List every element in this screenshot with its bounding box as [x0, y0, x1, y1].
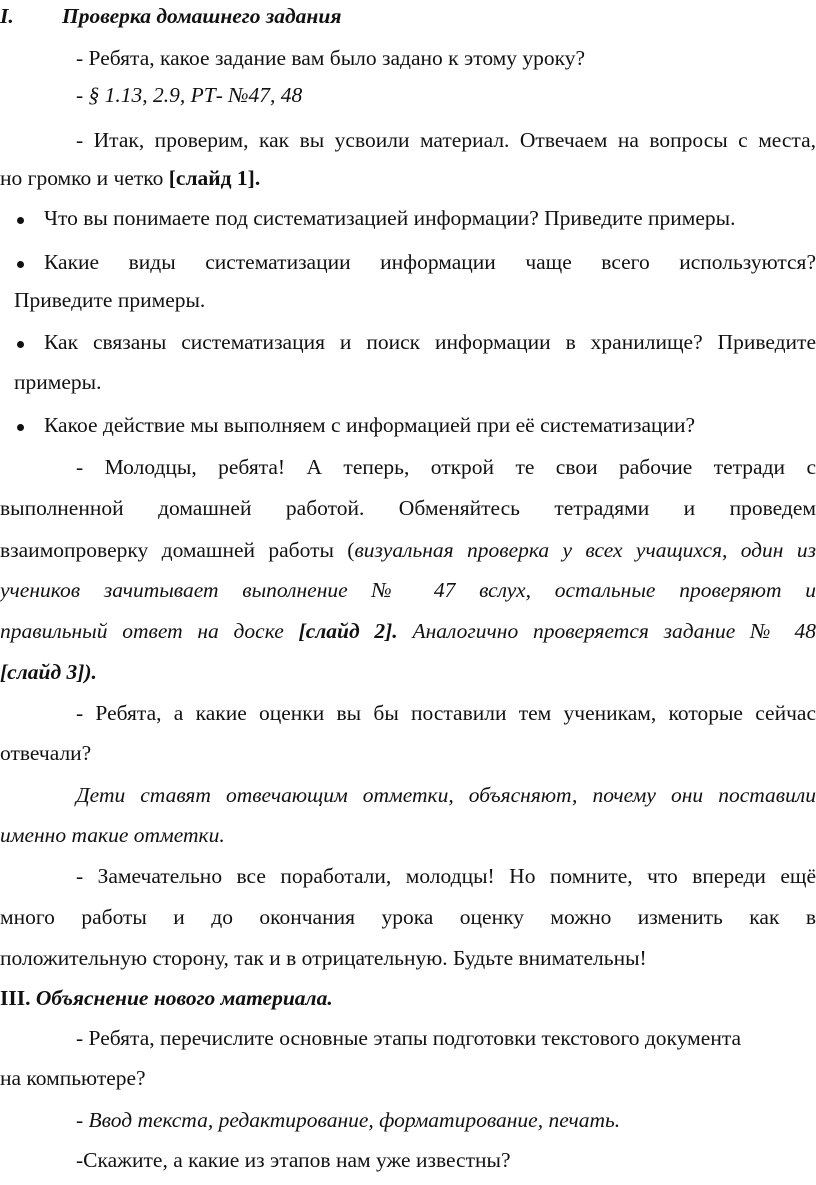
list-item-continuation: примеры. [14, 370, 102, 394]
list-item: Какое действие мы выполняем с информацией при её систематизации? [14, 405, 816, 445]
paragraph: -Скажите, а какие из этапов нам уже известны? [76, 1148, 511, 1172]
paragraph-continuation [0, 652, 816, 692]
section-number: III. [0, 986, 31, 1010]
paragraph: - Замечательно все поработали, молодцы! Но помните, что впереди ещё [76, 864, 816, 888]
bullet-icon [14, 322, 24, 362]
section-heading-3 [0, 978, 816, 1018]
paragraph-continuation: положительную сторону, так и в отрицательную. Будьте внимательны! [0, 946, 647, 970]
bullet-icon [14, 242, 24, 282]
paragraph-continuation: но громко и четко [слайд 1]. [0, 166, 261, 190]
paragraph-continuation: на компьютере? [0, 1066, 146, 1090]
slide-reference: [слайд 2]. [298, 619, 398, 643]
list-item: Что вы понимаете под систематизацией информации? Приведите примеры. [14, 198, 816, 238]
list-item: Какие виды систематизации информации чаще всего используются? [44, 242, 816, 282]
paragraph: - Итак, проверим, как вы усвоили материал. Отвечаем на вопросы с места, [76, 128, 816, 152]
section-heading-1 [0, 0, 816, 36]
paragraph-continuation: выполненной домашней работой. Обменяйтесь тетрадями и проведем [0, 496, 816, 520]
list-item: Как связаны систематизация и поиск информации в хранилище? Приведите [44, 322, 816, 362]
paragraph-continuation: взаимопроверку домашней работы (визуальная проверка у всех учащихся, один из [0, 538, 816, 562]
paragraph-continuation: много работы и до окончания урока оценку можно изменить как в [0, 905, 816, 929]
slide-reference: [слайд 1]. [168, 166, 261, 190]
list-item-continuation: Приведите примеры. [14, 288, 206, 312]
paragraph: - Ребята, какое задание вам было задано к этому уроку? [76, 46, 586, 70]
bullet-icon [14, 405, 38, 445]
paragraph: - Ребята, перечислите основные этапы подготовки текстового документа [76, 1026, 742, 1050]
paragraph-continuation: правильный ответ на доске [слайд 2]. Аналогично проверяется задание № 48 [0, 619, 816, 643]
section-number: I. [0, 4, 14, 28]
paragraph-continuation: именно такие отметки. [0, 823, 225, 847]
section-title: Проверка домашнего задания [62, 4, 342, 28]
slide-reference: [слайд 3]). [0, 660, 97, 684]
paragraph: - Ребята, а какие оценки вы бы поставили тем ученикам, которые сейчас [76, 701, 816, 725]
paragraph: - Молодцы, ребята! А теперь, открой те свои рабочие тетради с [76, 455, 816, 479]
paragraph-answer: - Ввод текста, редактирование, форматирование, печать. [76, 1108, 621, 1132]
paragraph-italic: Дети ставят отвечающим отметки, объясняют, почему они поставили [76, 783, 816, 807]
paragraph-continuation: отвечали? [0, 741, 92, 765]
paragraph-homework: - § 1.13, 2.9, РТ- №47, 48 [76, 83, 303, 107]
section-title: Объяснение нового материала. [35, 986, 333, 1010]
bullet-icon [14, 198, 38, 238]
paragraph-continuation: учеников зачитывает выполнение № 47 вслух, остальные проверяют и [0, 578, 816, 602]
